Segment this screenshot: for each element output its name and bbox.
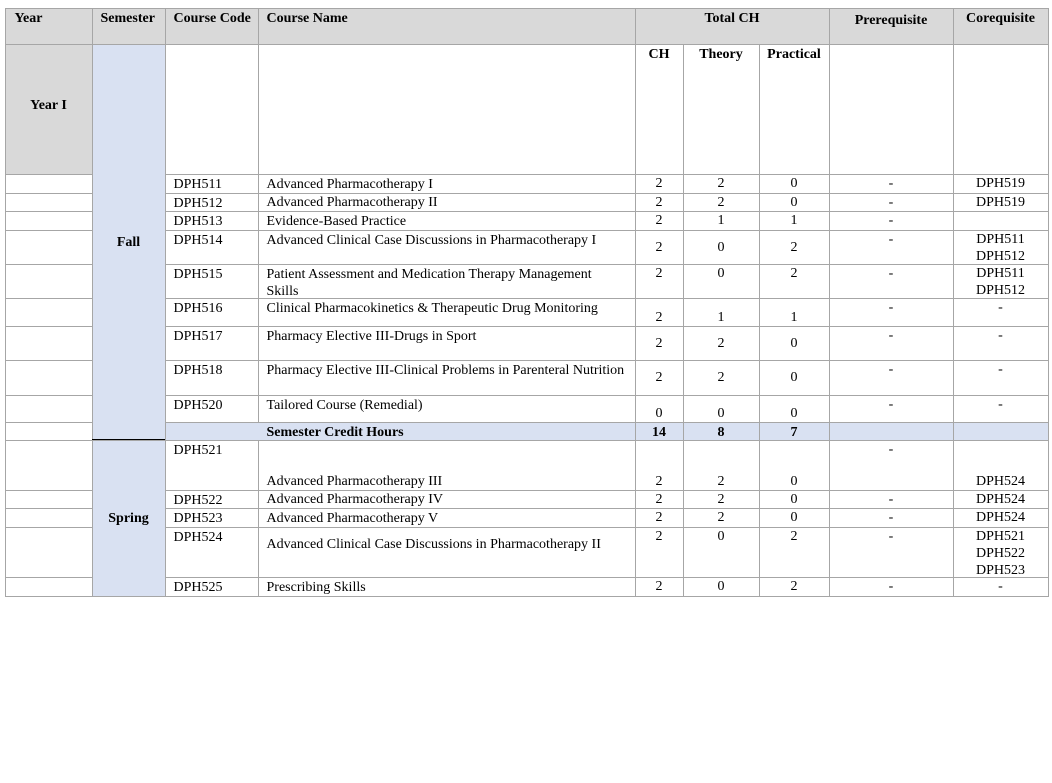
subheader-ch-label: CH	[648, 46, 670, 62]
year-cell-empty	[5, 264, 93, 299]
course-name: Advanced Pharmacotherapy IV	[266, 492, 443, 507]
year-cell-empty	[5, 527, 93, 578]
year-cell-empty	[5, 298, 93, 327]
course-ch: 2	[655, 309, 663, 325]
header-total-ch-label: Total CH	[704, 10, 760, 26]
course-ch-cell	[635, 326, 684, 361]
course-code-cell	[165, 298, 259, 327]
course-practical: 0	[790, 405, 798, 421]
course-code: DPH524	[173, 529, 223, 545]
corequisite-value: DPH524	[975, 491, 1025, 507]
prerequisite-value: -	[888, 528, 894, 544]
course-ch: 2	[655, 491, 663, 507]
course-ch: 2	[655, 579, 663, 594]
course-name-cell	[258, 577, 636, 597]
course-name-cell	[258, 174, 636, 194]
course-practical-cell	[759, 508, 830, 528]
prerequisite-cell	[829, 440, 954, 491]
course-theory: 2	[717, 491, 725, 507]
course-name-cell	[258, 326, 636, 361]
course-practical-cell	[759, 211, 830, 231]
course-name: Advanced Clinical Case Discussions in Pharmacotherapy II	[266, 536, 601, 552]
corequisite-cell	[953, 193, 1049, 212]
subheader-blank	[829, 44, 954, 175]
course-code-cell	[165, 174, 259, 194]
course-practical-cell	[759, 440, 830, 491]
course-theory: 2	[717, 335, 725, 351]
course-practical-cell	[759, 230, 830, 265]
prerequisite-cell	[829, 326, 954, 361]
course-theory: 0	[717, 579, 725, 594]
course-name-cell	[258, 264, 636, 299]
semester-total-practical: 7	[790, 424, 798, 440]
subheader-blank	[953, 44, 1049, 175]
prerequisite-value: -	[888, 510, 894, 525]
subheader-theory-label: Theory	[699, 46, 743, 62]
course-theory-cell	[683, 230, 760, 265]
header-prerequisite-label: Prerequisite	[854, 12, 928, 28]
course-practical: 0	[790, 194, 798, 210]
corequisite-cell	[953, 230, 1049, 265]
course-code: DPH516	[173, 300, 223, 316]
course-theory-cell	[683, 395, 760, 423]
course-code-cell	[165, 440, 259, 491]
course-code-cell	[165, 360, 259, 396]
prerequisite-cell	[829, 230, 954, 265]
course-ch: 2	[655, 510, 663, 525]
course-name-cell	[258, 230, 636, 265]
prerequisite-value: -	[888, 265, 894, 281]
prerequisite-value: -	[888, 491, 894, 507]
header-prerequisite	[829, 8, 954, 45]
prerequisite-value: -	[888, 194, 894, 210]
course-practical: 2	[790, 239, 798, 255]
course-practical-cell	[759, 527, 830, 578]
corequisite-value: DPH512	[975, 248, 1025, 264]
course-code: DPH513	[173, 213, 223, 229]
course-name: Advanced Clinical Case Discussions in Pharmacotherapy I	[266, 232, 597, 248]
course-name-cell	[258, 490, 636, 509]
course-theory-cell	[683, 490, 760, 509]
semester-total-theory: 8	[717, 424, 725, 440]
corequisite-cell	[953, 360, 1049, 396]
prerequisite-value: -	[888, 396, 894, 412]
corequisite-cell	[953, 440, 1049, 491]
course-code-cell	[165, 490, 259, 509]
course-practical: 0	[790, 473, 798, 489]
year-cell-empty	[5, 577, 93, 597]
course-code: DPH517	[173, 328, 223, 344]
semester-total-ch-cell	[635, 422, 684, 441]
course-practical: 2	[790, 265, 798, 281]
year-cell-empty	[5, 174, 93, 194]
prerequisite-value: -	[888, 327, 894, 343]
corequisite-value: -	[998, 361, 1003, 377]
course-code: DPH525	[173, 579, 223, 595]
course-ch: 2	[655, 213, 663, 228]
course-practical: 0	[790, 335, 798, 351]
course-code-cell	[165, 193, 259, 212]
course-practical: 1	[790, 213, 798, 228]
header-corequisite	[953, 8, 1049, 45]
corequisite-cell	[953, 211, 1049, 231]
prerequisite-value: -	[888, 212, 894, 228]
prerequisite-cell	[829, 508, 954, 528]
course-ch: 2	[655, 239, 663, 255]
course-ch-cell	[635, 230, 684, 265]
course-code: DPH523	[173, 510, 223, 526]
course-theory: 2	[717, 194, 725, 210]
course-practical-cell	[759, 395, 830, 423]
course-theory-cell	[683, 360, 760, 396]
course-practical-cell	[759, 264, 830, 299]
course-code: DPH511	[173, 176, 222, 192]
corequisite-value: -	[998, 579, 1003, 594]
semester-total-ch: 14	[652, 424, 666, 440]
prerequisite-cell	[829, 193, 954, 212]
course-name-cell	[258, 193, 636, 212]
corequisite-cell	[953, 298, 1049, 327]
subheader-blank	[258, 44, 636, 175]
semester-fall	[92, 44, 166, 441]
course-ch-cell	[635, 174, 684, 194]
course-theory-cell	[683, 577, 760, 597]
subheader-practical-label: Practical	[767, 46, 821, 62]
corequisite-value: DPH523	[975, 562, 1025, 578]
course-practical-cell	[759, 490, 830, 509]
prerequisite-value: -	[888, 361, 894, 377]
course-code-cell	[165, 230, 259, 265]
course-name: Prescribing Skills	[266, 579, 366, 595]
course-theory: 2	[717, 510, 725, 525]
prerequisite-cell	[829, 395, 954, 423]
course-theory: 0	[717, 265, 725, 281]
course-ch: 2	[655, 194, 663, 210]
year-cell-empty	[5, 508, 93, 528]
course-name-cell	[258, 508, 636, 528]
semester-divider	[92, 439, 165, 440]
course-name: Clinical Pharmacokinetics & Therapeutic Drug Monitoring	[266, 300, 598, 316]
course-ch-cell	[635, 508, 684, 528]
header-total-ch	[635, 8, 830, 45]
year-cell-empty	[5, 360, 93, 396]
semester-total-theory-cell	[683, 422, 760, 441]
course-practical: 1	[790, 309, 798, 325]
course-theory-cell	[683, 527, 760, 578]
header-year-label: Year	[14, 10, 43, 26]
course-name-cell	[258, 395, 636, 423]
course-code: DPH514	[173, 232, 223, 248]
semester-fall-label: Fall	[116, 234, 141, 250]
course-code-cell	[165, 264, 259, 299]
year-label: Year I	[30, 97, 67, 113]
course-ch-cell	[635, 193, 684, 212]
course-practical-cell	[759, 326, 830, 361]
course-name-cell	[258, 527, 636, 578]
course-code-cell	[165, 508, 259, 528]
course-name: Pharmacy Elective III-Clinical Problems in Parenteral Nutrition	[266, 362, 625, 378]
corequisite-value: DPH511	[976, 265, 1025, 281]
corequisite-value: DPH522	[975, 545, 1025, 561]
course-ch: 2	[655, 335, 663, 351]
course-name: Pharmacy Elective III-Drugs in Sport	[266, 328, 477, 344]
corequisite-value: -	[998, 327, 1003, 343]
course-code: DPH522	[173, 492, 223, 508]
corequisite-cell	[953, 490, 1049, 509]
corequisite-value: DPH524	[975, 510, 1025, 525]
corequisite-cell	[953, 174, 1049, 194]
course-name-cell	[258, 440, 636, 491]
course-ch: 0	[655, 405, 663, 421]
course-practical-cell	[759, 360, 830, 396]
course-name: Advanced Pharmacotherapy V	[266, 510, 439, 526]
semester-total-practical-cell	[759, 422, 830, 441]
course-ch-cell	[635, 395, 684, 423]
course-name: Advanced Pharmacotherapy III	[266, 473, 443, 489]
course-practical: 0	[790, 510, 798, 525]
header-course-name-label: Course Name	[266, 10, 348, 26]
subheader-ch	[635, 44, 684, 175]
course-ch-cell	[635, 527, 684, 578]
corequisite-value: DPH524	[975, 473, 1025, 489]
course-practical: 0	[790, 369, 798, 385]
year-cell-empty	[5, 326, 93, 361]
year-cell-empty	[5, 230, 93, 265]
course-practical: 2	[790, 579, 798, 594]
course-code: DPH515	[173, 266, 223, 282]
course-theory-cell	[683, 193, 760, 212]
year-cell-empty	[5, 193, 93, 212]
semester-total-label-cell	[165, 422, 636, 441]
course-code: DPH512	[173, 195, 223, 211]
prerequisite-cell	[829, 264, 954, 299]
course-theory-cell	[683, 298, 760, 327]
corequisite-cell	[953, 326, 1049, 361]
prerequisite-cell	[829, 298, 954, 327]
course-practical-cell	[759, 577, 830, 597]
course-theory: 0	[717, 405, 725, 421]
prerequisite-value: -	[888, 175, 894, 191]
corequisite-value: DPH511	[976, 231, 1025, 247]
corequisite-cell	[953, 508, 1049, 528]
course-ch-cell	[635, 440, 684, 491]
curriculum-table	[5, 8, 1048, 596]
semester-spring-label: Spring	[108, 510, 149, 526]
prerequisite-cell	[829, 527, 954, 578]
course-practical-cell	[759, 193, 830, 212]
corequisite-value: DPH512	[975, 282, 1025, 298]
semester-total-blank	[829, 422, 954, 441]
course-ch-cell	[635, 360, 684, 396]
course-ch: 2	[655, 176, 663, 191]
prerequisite-value: -	[888, 441, 894, 457]
course-practical-cell	[759, 298, 830, 327]
header-course-name	[258, 8, 636, 45]
course-practical: 0	[790, 491, 798, 507]
prerequisite-cell	[829, 211, 954, 231]
course-theory: 2	[717, 369, 725, 385]
course-ch: 2	[655, 473, 663, 489]
course-theory-cell	[683, 508, 760, 528]
course-name: Patient Assessment and Medication Therapy Management Skills	[266, 266, 592, 299]
header-course-code-label: Course Code	[173, 10, 251, 26]
year-cell-empty	[5, 422, 93, 441]
corequisite-cell	[953, 527, 1049, 578]
prerequisite-cell	[829, 360, 954, 396]
corequisite-value: DPH519	[975, 175, 1025, 191]
course-theory-cell	[683, 211, 760, 231]
semester-total-blank	[953, 422, 1049, 441]
course-name: Evidence-Based Practice	[266, 213, 407, 229]
course-theory-cell	[683, 264, 760, 299]
course-theory: 0	[717, 528, 725, 544]
course-code-cell	[165, 577, 259, 597]
corequisite-cell	[953, 264, 1049, 299]
semester-spring	[92, 440, 166, 597]
course-theory: 1	[717, 213, 725, 228]
subheader-practical	[759, 44, 830, 175]
corequisite-value: DPH521	[975, 528, 1025, 544]
prerequisite-cell	[829, 490, 954, 509]
prerequisite-value: -	[888, 299, 894, 315]
course-code-cell	[165, 527, 259, 578]
course-theory: 2	[717, 473, 725, 489]
course-code: DPH520	[173, 397, 223, 413]
course-code-cell	[165, 211, 259, 231]
prerequisite-cell	[829, 174, 954, 194]
course-name: Advanced Pharmacotherapy I	[266, 176, 433, 192]
subheader-theory	[683, 44, 760, 175]
corequisite-value: -	[998, 299, 1003, 315]
prerequisite-value: -	[888, 231, 894, 247]
course-name-cell	[258, 360, 636, 396]
corequisite-cell	[953, 395, 1049, 423]
course-practical-cell	[759, 174, 830, 194]
course-theory-cell	[683, 326, 760, 361]
course-theory: 1	[717, 309, 725, 325]
course-name: Tailored Course (Remedial)	[266, 397, 423, 413]
course-ch-cell	[635, 577, 684, 597]
header-year	[5, 8, 93, 45]
header-semester	[92, 8, 166, 45]
corequisite-cell	[953, 577, 1049, 597]
course-name-cell	[258, 298, 636, 327]
course-ch-cell	[635, 211, 684, 231]
course-code: DPH518	[173, 362, 223, 378]
course-ch-cell	[635, 298, 684, 327]
course-code-cell	[165, 395, 259, 423]
course-theory-cell	[683, 440, 760, 491]
course-ch-cell	[635, 264, 684, 299]
year-cell-empty	[5, 440, 93, 491]
year-cell-empty	[5, 211, 93, 231]
course-code: DPH521	[173, 442, 223, 458]
prerequisite-cell	[829, 577, 954, 597]
course-ch-cell	[635, 490, 684, 509]
course-theory-cell	[683, 174, 760, 194]
corequisite-value: -	[998, 396, 1003, 412]
subheader-blank	[165, 44, 259, 175]
course-practical: 0	[790, 176, 798, 191]
course-theory: 2	[717, 176, 725, 191]
header-semester-label: Semester	[100, 10, 155, 26]
course-name-cell	[258, 211, 636, 231]
semester-total-label: Semester Credit Hours	[266, 424, 404, 440]
course-ch: 2	[655, 369, 663, 385]
year-cell-empty	[5, 395, 93, 423]
year-cell-empty	[5, 490, 93, 509]
course-name: Advanced Pharmacotherapy II	[266, 195, 438, 210]
course-practical: 2	[790, 528, 798, 544]
header-course-code	[165, 8, 259, 45]
course-theory: 0	[717, 239, 725, 255]
prerequisite-value: -	[888, 579, 894, 594]
header-corequisite-label: Corequisite	[966, 10, 1035, 26]
corequisite-value: DPH519	[975, 194, 1025, 210]
course-ch: 2	[655, 528, 663, 544]
year-cell	[5, 44, 93, 175]
course-code-cell	[165, 326, 259, 361]
course-ch: 2	[655, 265, 663, 281]
